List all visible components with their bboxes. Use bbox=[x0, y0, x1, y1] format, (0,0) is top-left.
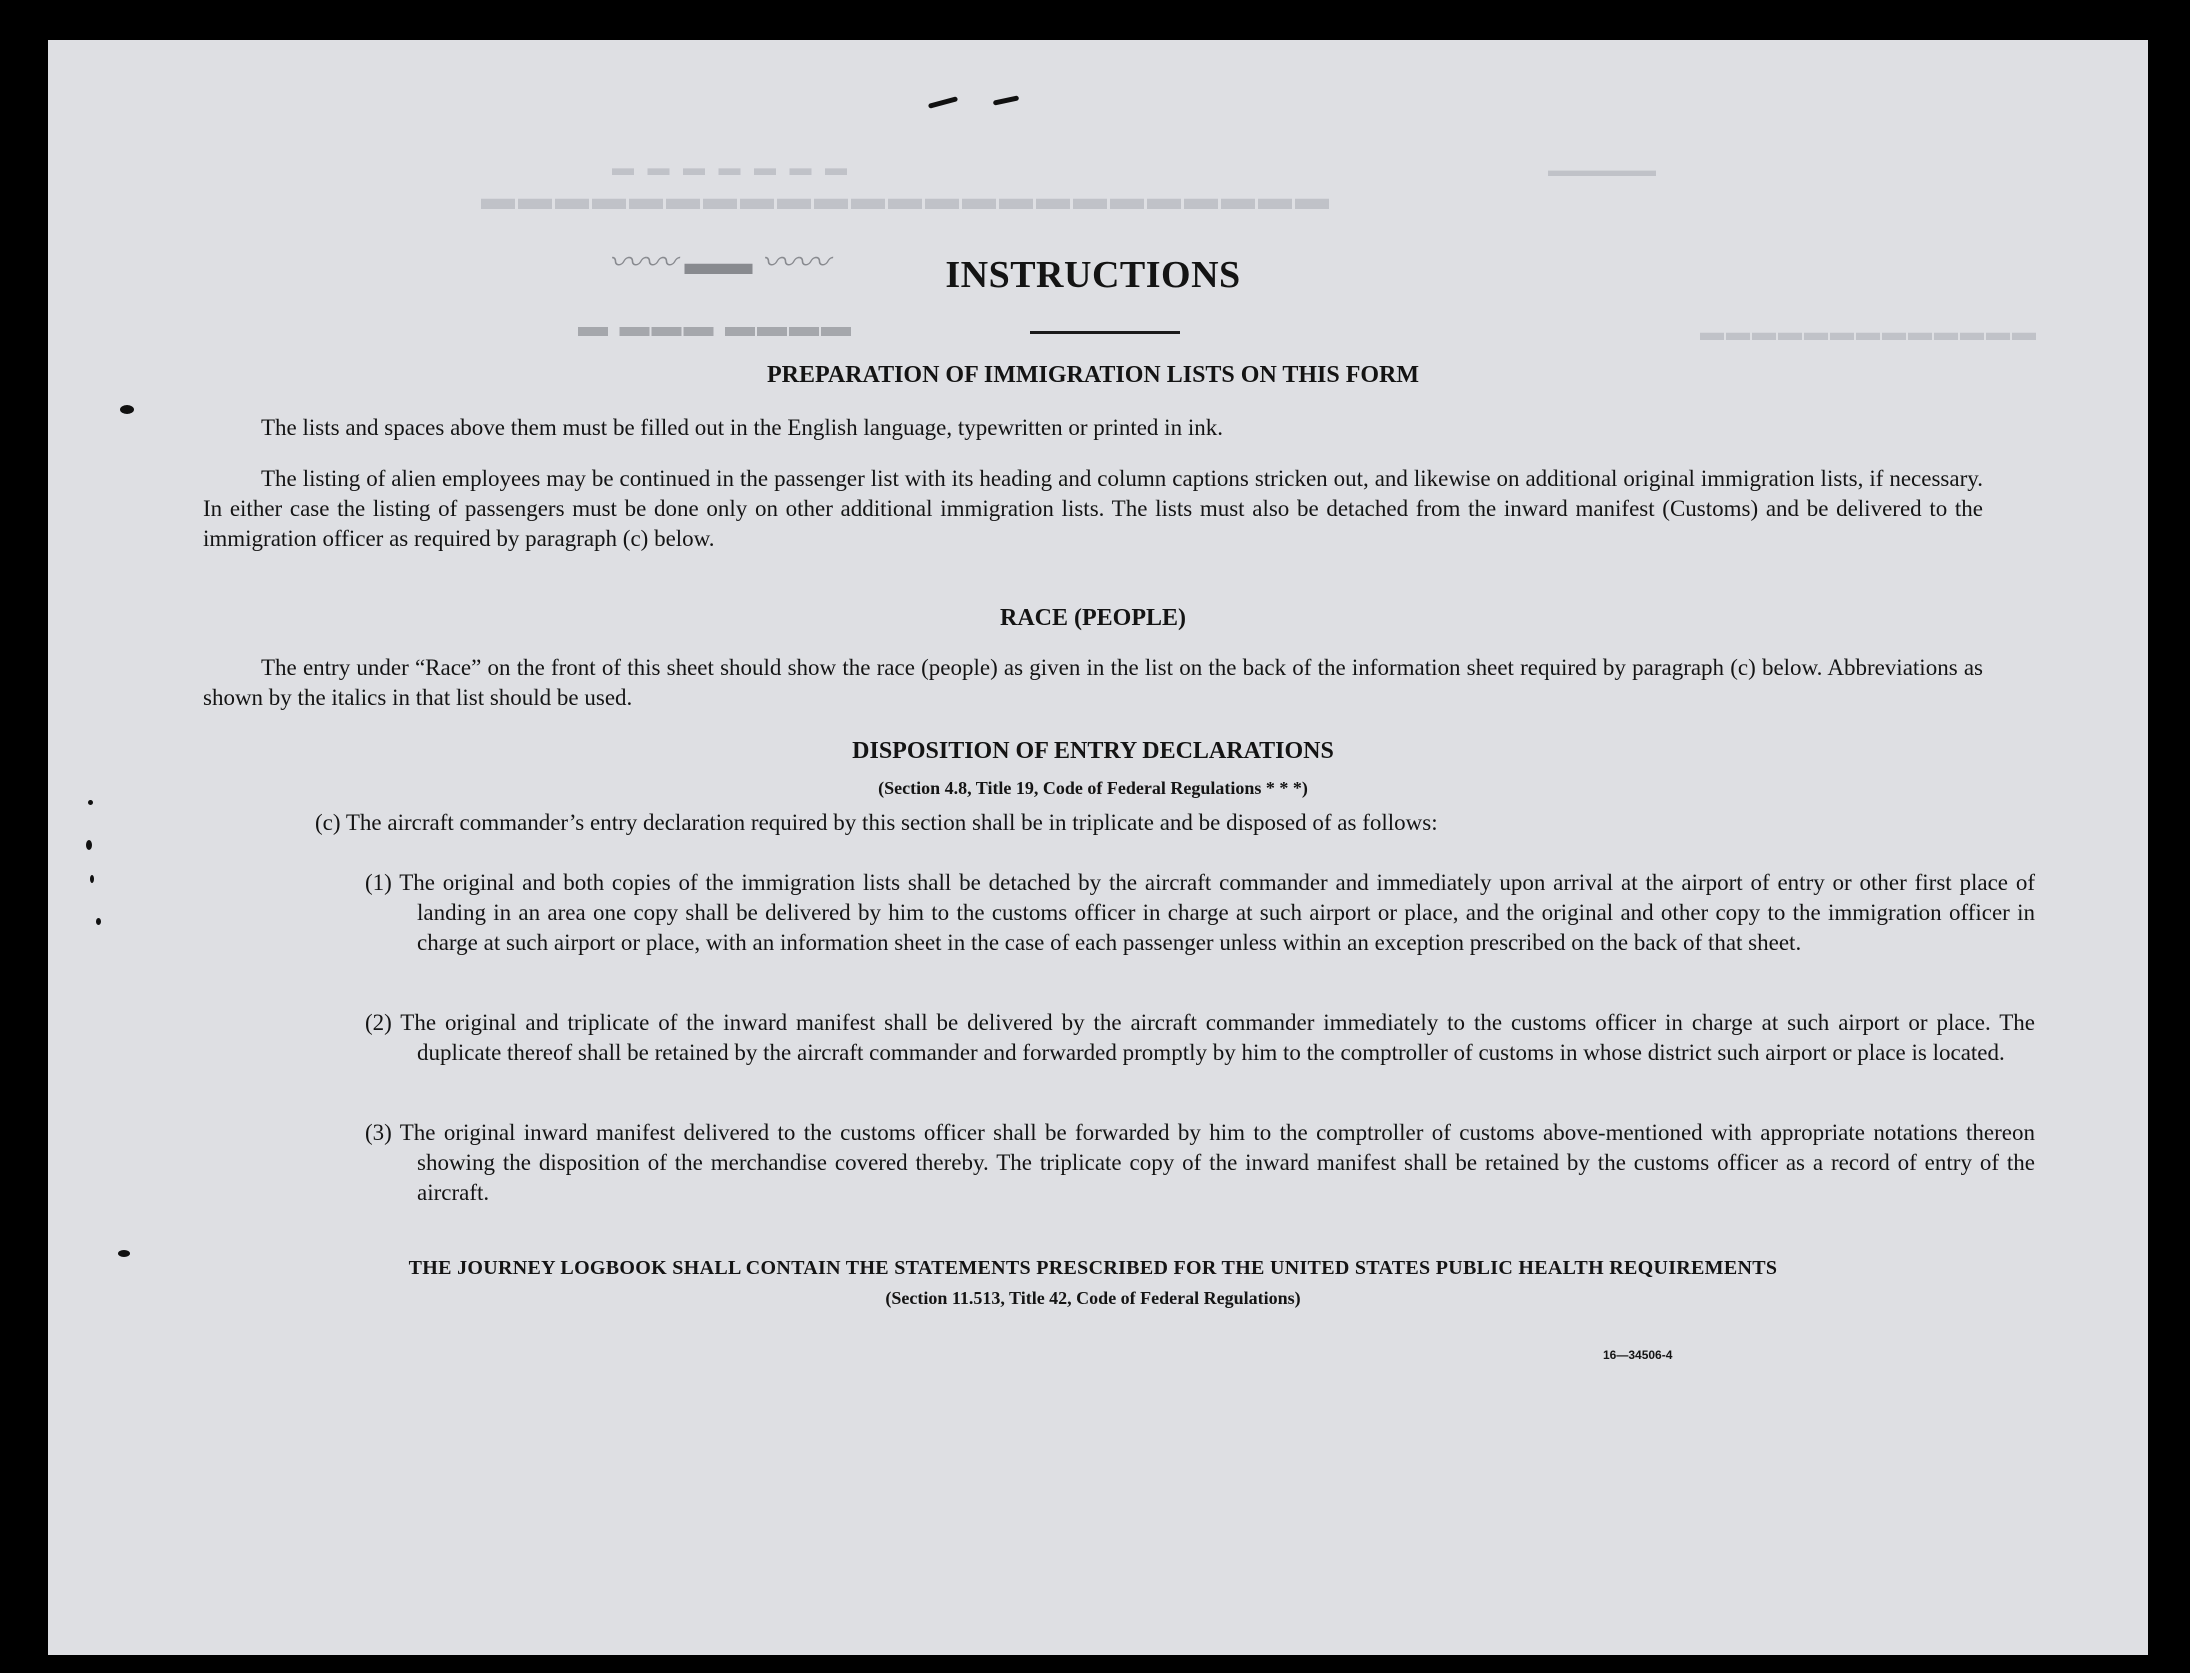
disposition-item-3: (3) The original inward manifest delivered to the customs officer shall be forwarded by him to the comptroller of customs above-mentioned with appropriate notations thereon showing the disposition of the merchandise covered thereby. The triplicate copy of the inward manifest shall be retained by the customs officer as a record of entry of the aircraft. bbox=[365, 1120, 2035, 1205]
race-paragraph: The entry under “Race” on the front of this sheet should show the race (people) as given in the list on the back of the information sheet required by paragraph (c) below. Abbreviations as shown by the italics in that list should be used. bbox=[203, 655, 1983, 710]
scan-speck bbox=[928, 96, 958, 109]
document-page bbox=[48, 40, 2148, 1655]
disposition-intro: (c) The aircraft commander’s entry declaration required by this section shall be in triplicate and be disposed of as follows: bbox=[315, 810, 1438, 835]
bleed-through-mark: 〰〰 ▬▬ 〰〰 bbox=[608, 245, 829, 282]
page-title: INSTRUCTIONS bbox=[945, 254, 1241, 296]
scan-speck bbox=[88, 800, 93, 805]
footer-citation: (Section 11.513, Title 42, Code of Federal Regulations) bbox=[885, 1288, 1301, 1308]
disposition-item-2: (2) The original and triplicate of the inward manifest shall be delivered by the aircraft commander immediately to the customs officer in charge at such airport or place. The duplicate thereof shall be retained by the aircraft commander and forwarded promptly by him to the comptroller of customs in whose district such airport or place is located. bbox=[365, 1010, 2035, 1065]
disposition-item-1: (1) The original and both copies of the immigration lists shall be detached by the aircraft commander and immediately upon arrival at the airport of entry or other first place of landing in an area one copy shall be delivered by him to the customs officer in charge at such airport or place, and the original and other copy to the immigration officer in charge at such airport or place, with an information sheet in the case of each passenger unless within an exception prescribed on the back of that sheet. bbox=[365, 870, 2035, 955]
footer-statement: THE JOURNEY LOGBOOK SHALL CONTAIN THE STATEMENTS PRESCRIBED FOR THE UNITED STATES PUBLIC HEALTH REQUIREMENTS bbox=[408, 1257, 1778, 1279]
scan-speck bbox=[993, 95, 1019, 105]
preparation-paragraph-1: The lists and spaces above them must be filled out in the English language, typewritten or printed in ink. bbox=[261, 415, 1223, 440]
race-heading: RACE (PEOPLE) bbox=[1000, 605, 1186, 631]
scan-speck bbox=[96, 918, 101, 925]
bleed-through-mark: ▬ ▬▬▬ ▬▬▬▬ bbox=[578, 310, 853, 343]
bleed-through-mark: ▬▬▬▬▬▬▬▬▬▬▬▬▬▬▬▬▬▬▬▬▬▬▬ bbox=[478, 180, 1329, 217]
bleed-through-mark: ▬▬▬▬▬▬ bbox=[1548, 160, 1656, 180]
preparation-heading: PREPARATION OF IMMIGRATION LISTS ON THIS FORM bbox=[766, 362, 1420, 388]
title-underline bbox=[1030, 331, 1180, 334]
scan-speck bbox=[120, 405, 134, 414]
disposition-heading: DISPOSITION OF ENTRY DECLARATIONS bbox=[852, 738, 1334, 764]
scan-speck bbox=[86, 840, 92, 850]
bleed-through-mark: ▬ ▬ ▬ ▬ ▬ ▬ ▬ bbox=[608, 155, 847, 180]
bleed-through-mark: ▬▬▬▬▬▬▬▬▬▬▬▬▬ bbox=[1698, 320, 2036, 346]
scan-speck bbox=[118, 1250, 130, 1257]
form-number: 16—34506-4 bbox=[1603, 1348, 1673, 1362]
scan-speck bbox=[90, 875, 94, 883]
disposition-citation: (Section 4.8, Title 19, Code of Federal Regulations * * *) bbox=[878, 778, 1308, 798]
preparation-paragraph-2: The listing of alien employees may be continued in the passenger list with its heading and column captions stricken out, and likewise on additional original immigration lists, if necessary. In either case the listing of passengers must be done only on other additional immigration lists. The lists must also be detached from the inward manifest (Customs) and be delivered to the immigration officer as required by paragraph (c) below. bbox=[203, 466, 1983, 551]
